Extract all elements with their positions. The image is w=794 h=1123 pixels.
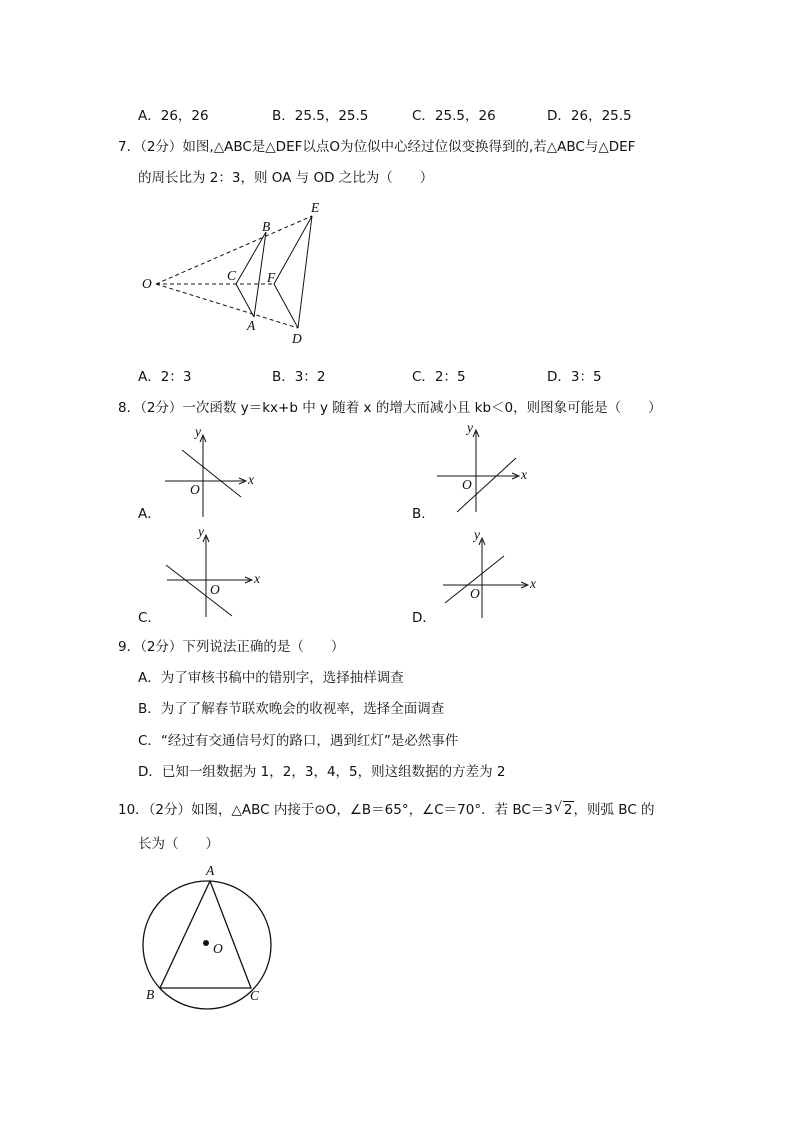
- q8-option-d: D．: [412, 610, 436, 626]
- q10-label-a: A: [206, 863, 215, 878]
- q9-option-a: A．为了审核书稿中的错别字，选择抽样调查: [138, 670, 404, 686]
- q7-label-f: F: [267, 270, 276, 285]
- q7-label-e: E: [311, 200, 320, 215]
- q8-d-origin: O: [470, 586, 480, 601]
- q8-a-y-label: y: [195, 424, 201, 439]
- q7-option-c: C．2：5: [412, 369, 466, 385]
- q7-label-a: A: [247, 318, 256, 333]
- q10-stem-part1: 10．（2分）如图，△ABC 内接于⊙O，∠B＝65°，∠C＝70°．若 BC＝3: [118, 802, 553, 818]
- q7-label-o: O: [142, 276, 152, 291]
- q6-option-d: D．26，25.5: [547, 108, 632, 124]
- q7-option-a: A．2：3: [138, 369, 192, 385]
- q6-option-c: C．25.5，26: [412, 108, 496, 124]
- q8-b-x-label: x: [521, 467, 527, 482]
- q6-option-b: B．25.5，25.5: [272, 108, 369, 124]
- q8-stem: 8．（2分）一次函数 y＝kx+b 中 y 随着 x 的增大而减小且 kb＜0，则图象可能是（ ）: [118, 400, 662, 416]
- q9-stem: 9．（2分）下列说法正确的是（ ）: [118, 639, 345, 655]
- q8-option-a: A．: [138, 506, 161, 522]
- q10-triangle-abc: [160, 881, 251, 988]
- q10-stem-line2: 长为（ ）: [138, 836, 219, 852]
- q9-option-c: C．“经过有交通信号灯的路口，遇到红灯”是必然事件: [138, 733, 459, 749]
- q7-option-b: B．3：2: [272, 369, 326, 385]
- q8-option-b: B．: [412, 506, 435, 522]
- q8-b-origin: O: [462, 477, 472, 492]
- q8-c-origin: O: [210, 582, 220, 597]
- q10-stem-part2: ，则弧 BC 的: [573, 802, 655, 818]
- q8-option-c: C．: [138, 610, 161, 626]
- q10-label-c: C: [250, 988, 260, 1003]
- q8-d-y-label: y: [474, 527, 480, 542]
- q8-a-origin: O: [190, 482, 200, 497]
- q7-label-b: B: [262, 219, 271, 234]
- q8-d-x-label: x: [530, 576, 536, 591]
- q7-label-c: C: [227, 268, 237, 283]
- q10-label-b: B: [146, 987, 155, 1002]
- q10-center-dot: [203, 940, 209, 946]
- q8-c-x-label: x: [254, 571, 260, 586]
- q7-option-d: D．3：5: [547, 369, 602, 385]
- q10-sqrt-radicand: 2: [563, 802, 573, 818]
- q8-c-y-label: y: [198, 524, 204, 539]
- q9-option-b: B．为了了解春节联欢晚会的收视率，选择全面调查: [138, 701, 445, 717]
- q10-label-o: O: [213, 941, 223, 956]
- q8-a-x-label: x: [248, 472, 254, 487]
- q7-label-d: D: [292, 331, 302, 346]
- q10-sqrt-sign: √: [553, 800, 563, 815]
- q9-option-d: D．已知一组数据为 1，2，3，4，5，则这组数据的方差为 2: [138, 764, 506, 780]
- q8-b-y-label: y: [467, 420, 473, 435]
- q6-option-a: A．26，26: [138, 108, 209, 124]
- q7-stem-line2: 的周长比为 2：3，则 OA 与 OD 之比为（ ）: [138, 170, 434, 186]
- q7-stem-line1: 7．（2分）如图,△ABC是△DEF以点O为位似中心经过位似变换得到的,若△ABC与△DEF: [118, 139, 636, 155]
